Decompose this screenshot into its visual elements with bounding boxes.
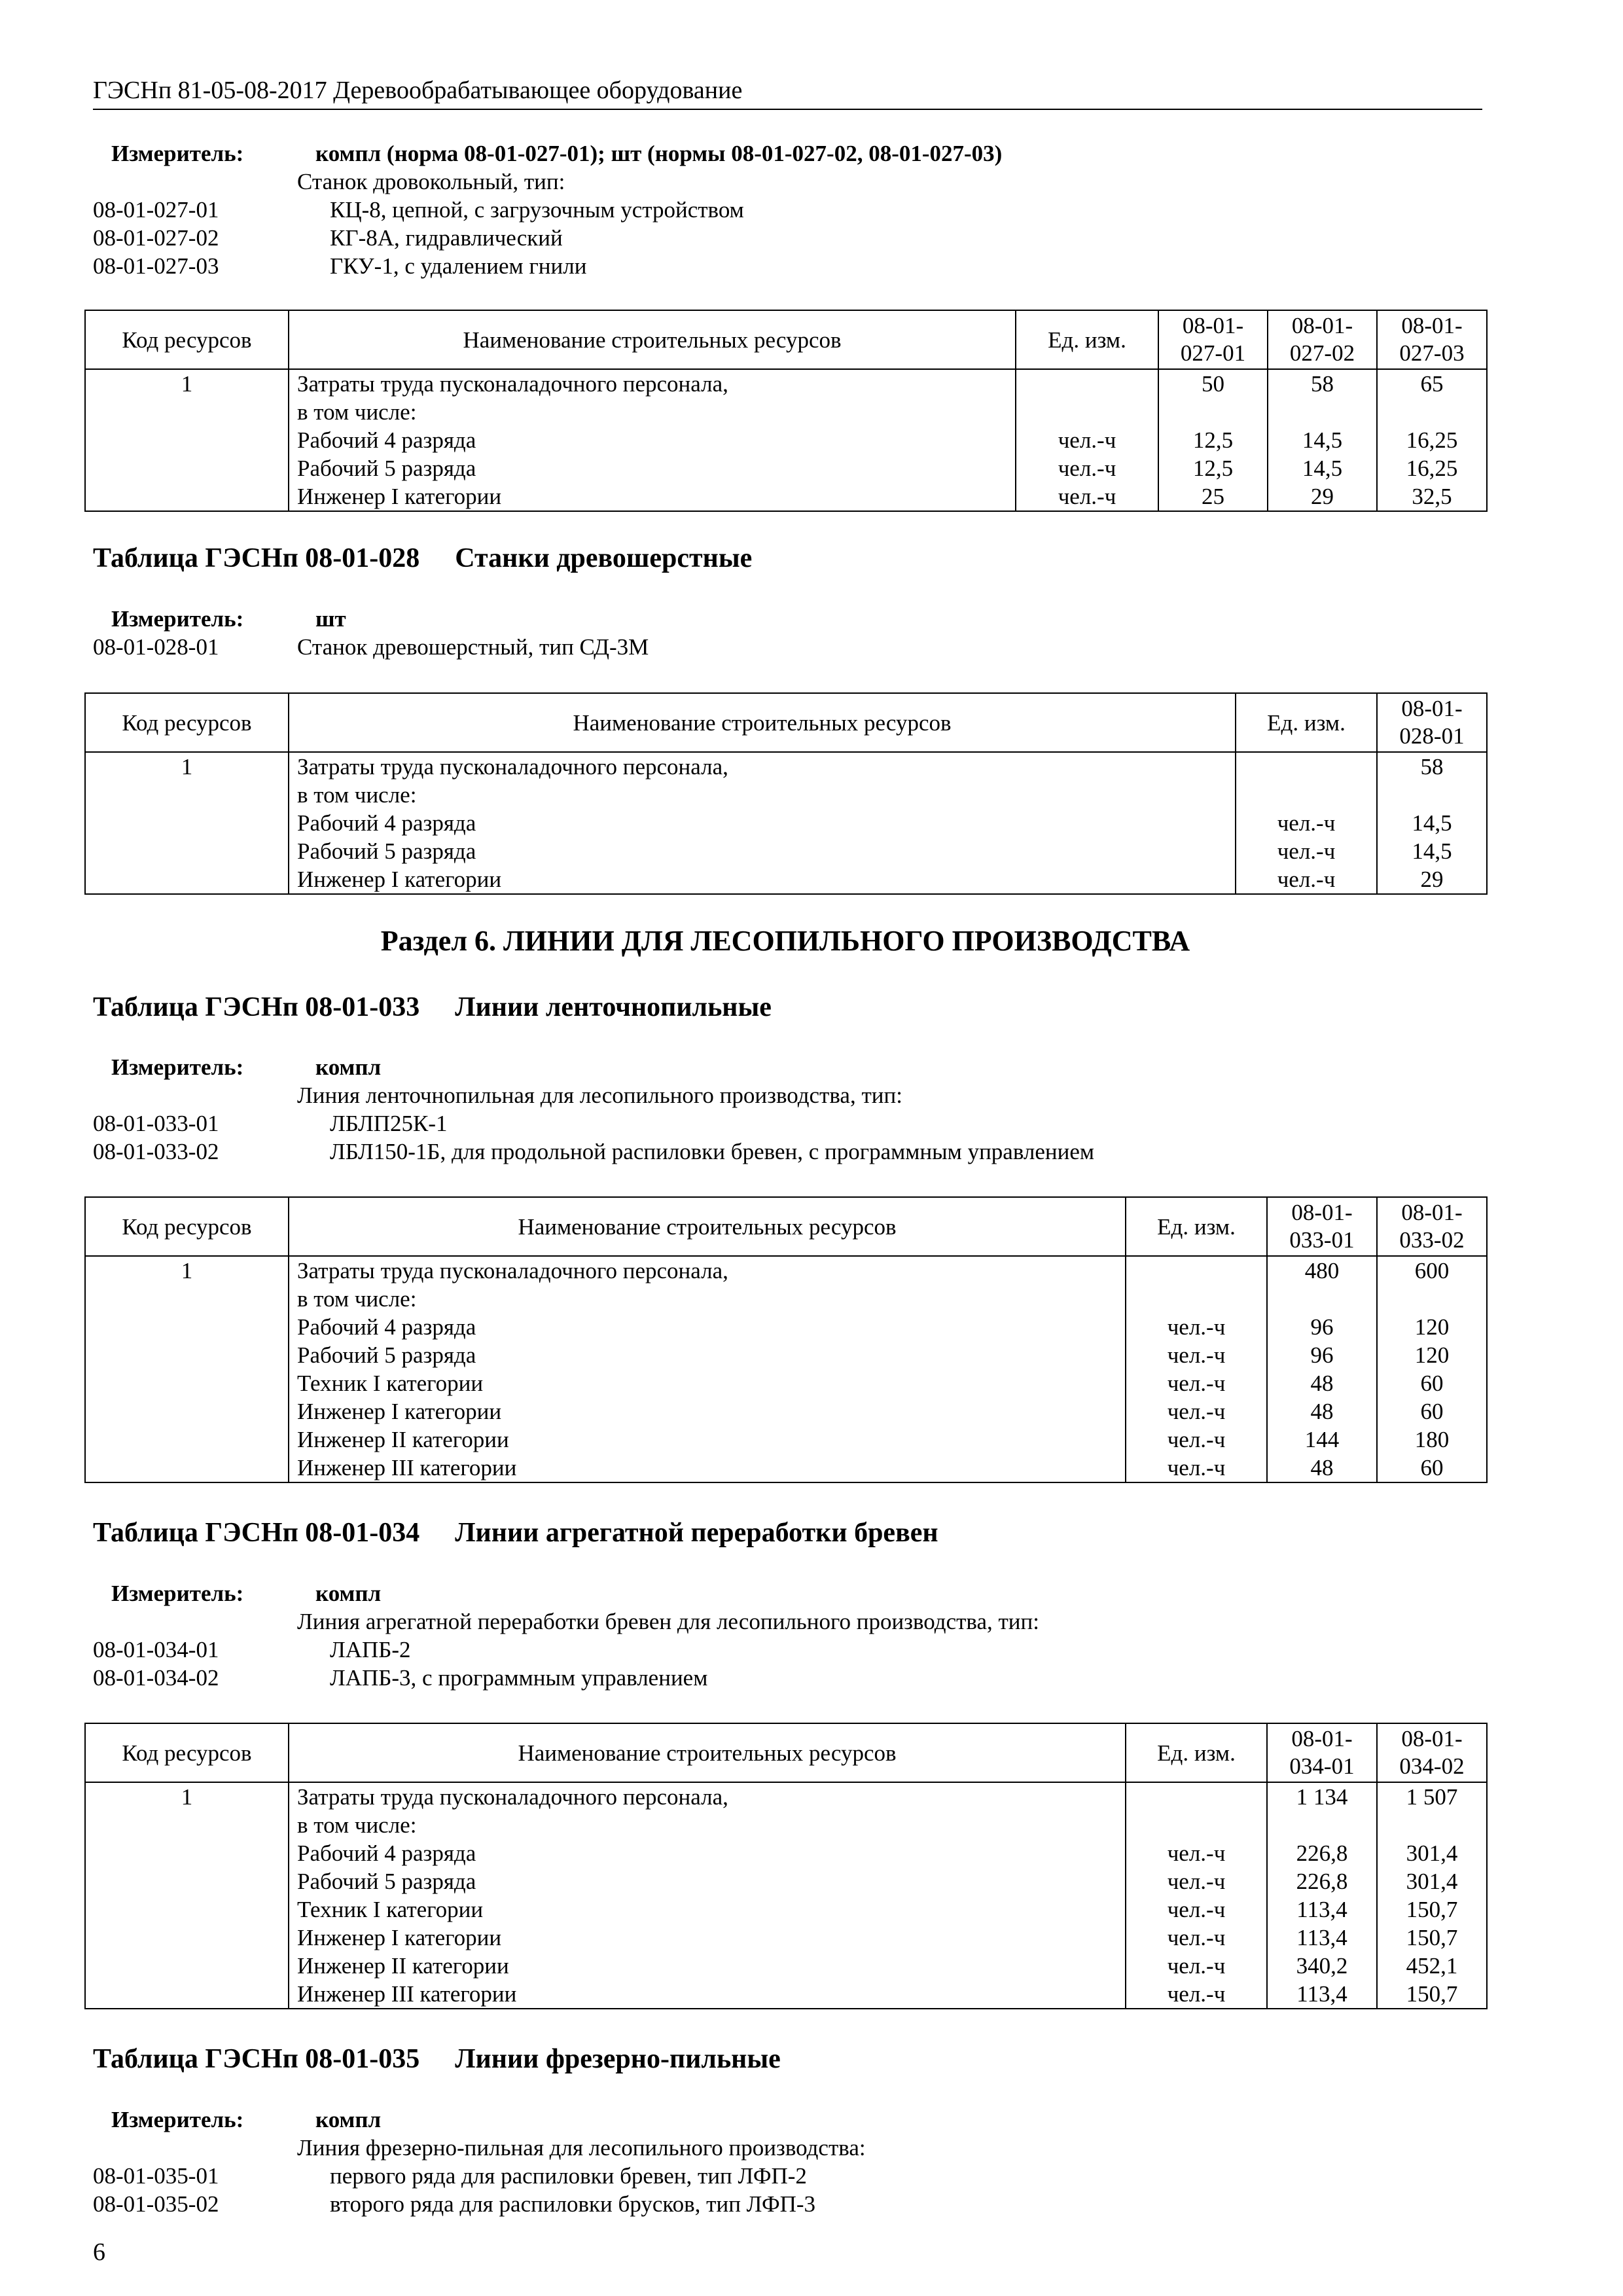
name-column-header: Наименование строительных ресурсов bbox=[289, 1723, 1126, 1782]
norm-value-cell: 16,25 bbox=[1377, 426, 1487, 454]
table-row bbox=[85, 1369, 1487, 1397]
code-column-header: Код ресурсов bbox=[85, 1723, 289, 1782]
table-row bbox=[85, 369, 1487, 398]
norm-value-cell: 120 bbox=[1377, 1313, 1487, 1341]
item-text: ГКУ-1, с удалением гнили bbox=[330, 253, 587, 279]
meter-intro-row bbox=[93, 2134, 1487, 2162]
unit-cell bbox=[1016, 398, 1158, 426]
meter-item bbox=[93, 1664, 1487, 1692]
unit-cell: чел.-ч bbox=[1016, 482, 1158, 511]
table-title-034 bbox=[93, 1516, 938, 1549]
resource-code-cell bbox=[85, 1811, 289, 1839]
norm-value-cell: 25 bbox=[1158, 482, 1268, 511]
table-row bbox=[85, 1782, 1487, 1811]
meter-item bbox=[93, 633, 1487, 661]
norm-value-cell: 150,7 bbox=[1377, 1980, 1487, 2009]
resource-code-cell: 1 bbox=[85, 1256, 289, 1285]
table-body bbox=[85, 369, 1487, 511]
meter-row bbox=[93, 1579, 1487, 1607]
meter-intro-row bbox=[93, 168, 1487, 196]
table-row bbox=[85, 1426, 1487, 1454]
resource-code-cell bbox=[85, 1313, 289, 1341]
norm-value-cell: 150,7 bbox=[1377, 1924, 1487, 1952]
code-column-header: Код ресурсов bbox=[85, 310, 289, 369]
table-row bbox=[85, 1924, 1487, 1952]
table-row bbox=[85, 1454, 1487, 1482]
norm-value-cell bbox=[1267, 1285, 1377, 1313]
unit-cell: чел.-ч bbox=[1126, 1454, 1267, 1482]
norm-value-cell: 50 bbox=[1158, 369, 1268, 398]
resource-code-cell bbox=[85, 781, 289, 809]
name-column-header: Наименование строительных ресурсов bbox=[289, 693, 1236, 752]
table-number: Таблица ГЭСНп 08-01-035 bbox=[93, 2044, 420, 2074]
item-code: 08-01-027-01 bbox=[93, 197, 219, 223]
resource-code-cell bbox=[85, 865, 289, 894]
item-code: 08-01-027-03 bbox=[93, 253, 219, 279]
meter-item bbox=[93, 1138, 1487, 1166]
unit-column-header: Ед. изм. bbox=[1236, 693, 1377, 752]
resource-code-cell bbox=[85, 1369, 289, 1397]
unit-cell bbox=[1236, 781, 1377, 809]
resource-name-cell: Инженер I категории bbox=[289, 865, 1236, 894]
meter-unit: компл bbox=[315, 1054, 382, 1080]
resource-code-cell bbox=[85, 1980, 289, 2009]
norm-value-cell: 29 bbox=[1377, 865, 1487, 894]
norm-value-cell bbox=[1377, 781, 1487, 809]
meter-label: Измеритель: bbox=[111, 2107, 244, 2132]
norm-value-cell: 14,5 bbox=[1268, 426, 1377, 454]
norm-value-cell: 14,5 bbox=[1377, 809, 1487, 837]
resource-code-cell: 1 bbox=[85, 752, 289, 781]
norm-column-header: 08-01- 034-02 bbox=[1377, 1723, 1487, 1782]
running-header: ГЭСНп 81-05-08-2017 Деревообрабатывающее оборудование bbox=[93, 77, 743, 104]
norm-column-header: 08-01- 033-01 bbox=[1267, 1197, 1377, 1256]
resource-name-cell: Техник I категории bbox=[289, 1895, 1126, 1924]
norm-value-cell: 48 bbox=[1267, 1454, 1377, 1482]
table-row bbox=[85, 1285, 1487, 1313]
meter-block-035 bbox=[93, 2106, 1487, 2218]
table-row bbox=[85, 752, 1487, 781]
norm-value-cell: 14,5 bbox=[1268, 454, 1377, 482]
table-body bbox=[85, 1782, 1487, 2009]
unit-cell: чел.-ч bbox=[1126, 1313, 1267, 1341]
meter-row bbox=[93, 2106, 1487, 2134]
resource-name-cell: Затраты труда пусконаладочного персонала, bbox=[289, 752, 1236, 781]
norm-value-cell: 150,7 bbox=[1377, 1895, 1487, 1924]
resource-name-cell: Рабочий 4 разряда bbox=[289, 1313, 1126, 1341]
norm-value-cell: 301,4 bbox=[1377, 1839, 1487, 1867]
resource-code-cell bbox=[85, 1397, 289, 1426]
unit-cell: чел.-ч bbox=[1016, 454, 1158, 482]
table-row bbox=[85, 398, 1487, 426]
table-row bbox=[85, 482, 1487, 511]
norm-value-cell: 16,25 bbox=[1377, 454, 1487, 482]
item-text: КГ-8А, гидравлический bbox=[330, 225, 563, 251]
item-text: ЛБЛП25К-1 bbox=[330, 1111, 448, 1136]
table-row bbox=[85, 1341, 1487, 1369]
resource-name-cell: Инженер II категории bbox=[289, 1952, 1126, 1980]
norm-value-cell: 113,4 bbox=[1267, 1980, 1377, 2009]
unit-cell bbox=[1126, 1285, 1267, 1313]
code-column-header: Код ресурсов bbox=[85, 693, 289, 752]
table-header-row bbox=[85, 1197, 1487, 1256]
resource-name-cell: Инженер I категории bbox=[289, 482, 1016, 511]
norm-column-header: 08-01- 027-01 bbox=[1158, 310, 1268, 369]
unit-cell: чел.-ч bbox=[1126, 1369, 1267, 1397]
norm-value-cell: 144 bbox=[1267, 1426, 1377, 1454]
table-name: Станки древошерстные bbox=[455, 543, 753, 573]
resource-code-cell bbox=[85, 1895, 289, 1924]
table-name: Линии фрезерно-пильные bbox=[455, 2044, 781, 2074]
resource-code-cell bbox=[85, 809, 289, 837]
meter-intro: Линия фрезерно-пильная для лесопильного производства: bbox=[297, 2135, 866, 2161]
resource-name-cell: Затраты труда пусконаладочного персонала, bbox=[289, 1782, 1126, 1811]
item-text: КЦ-8, цепной, с загрузочным устройством bbox=[330, 197, 744, 223]
meter-label: Измеритель: bbox=[111, 1054, 244, 1080]
norm-value-cell: 113,4 bbox=[1267, 1895, 1377, 1924]
resource-code-cell bbox=[85, 482, 289, 511]
norm-value-cell bbox=[1268, 398, 1377, 426]
table-row bbox=[85, 1811, 1487, 1839]
norm-value-cell: 480 bbox=[1267, 1256, 1377, 1285]
resource-code-cell bbox=[85, 1952, 289, 1980]
resource-code-cell bbox=[85, 1426, 289, 1454]
table-name: Линии ленточнопильные bbox=[455, 992, 772, 1022]
norm-value-cell: 29 bbox=[1268, 482, 1377, 511]
unit-cell: чел.-ч bbox=[1236, 809, 1377, 837]
meter-intro: Линия агрегатной переработки бревен для лесопильного производства, тип: bbox=[297, 1609, 1039, 1634]
item-text: ЛБЛ150-1Б, для продольной распиловки бревен, с программным управлением bbox=[330, 1139, 1095, 1164]
resource-name-cell: Затраты труда пусконаладочного персонала, bbox=[289, 369, 1016, 398]
norm-value-cell: 226,8 bbox=[1267, 1867, 1377, 1895]
meter-intro-row bbox=[93, 1607, 1487, 1636]
norm-value-cell: 12,5 bbox=[1158, 426, 1268, 454]
norm-value-cell: 301,4 bbox=[1377, 1867, 1487, 1895]
resource-code-cell bbox=[85, 1924, 289, 1952]
meter-row bbox=[93, 1053, 1487, 1081]
resource-code-cell bbox=[85, 837, 289, 865]
unit-cell: чел.-ч bbox=[1236, 837, 1377, 865]
norm-value-cell: 113,4 bbox=[1267, 1924, 1377, 1952]
norm-value-cell: 60 bbox=[1377, 1369, 1487, 1397]
norm-value-cell: 14,5 bbox=[1377, 837, 1487, 865]
item-code: 08-01-033-02 bbox=[93, 1139, 219, 1164]
item-text: Станок древошерстный, тип СД-3М bbox=[297, 634, 649, 660]
meter-block-027 bbox=[93, 139, 1487, 280]
table-row bbox=[85, 1839, 1487, 1867]
item-text: ЛАПБ-3, с программным управлением bbox=[330, 1665, 708, 1691]
resource-code-cell: 1 bbox=[85, 369, 289, 398]
resource-name-cell: в том числе: bbox=[289, 1285, 1126, 1313]
norm-column-header: 08-01- 028-01 bbox=[1377, 693, 1487, 752]
resource-name-cell: Рабочий 5 разряда bbox=[289, 837, 1236, 865]
resource-code-cell bbox=[85, 1285, 289, 1313]
resource-name-cell: Инженер I категории bbox=[289, 1924, 1126, 1952]
meter-item bbox=[93, 1109, 1487, 1138]
table-row bbox=[85, 781, 1487, 809]
meter-block-028 bbox=[93, 605, 1487, 661]
meter-intro-row bbox=[93, 1081, 1487, 1109]
meter-label: Измеритель: bbox=[111, 141, 244, 166]
resource-name-cell: Рабочий 5 разряда bbox=[289, 454, 1016, 482]
item-text: ЛАПБ-2 bbox=[330, 1637, 411, 1662]
unit-cell: чел.-ч bbox=[1126, 1980, 1267, 2009]
item-code: 08-01-028-01 bbox=[93, 634, 219, 660]
meter-intro: Линия ленточнопильная для лесопильного производства, тип: bbox=[297, 1083, 902, 1108]
resource-code-cell bbox=[85, 1867, 289, 1895]
table-header-row bbox=[85, 693, 1487, 752]
resource-code-cell bbox=[85, 1454, 289, 1482]
norm-value-cell bbox=[1377, 398, 1487, 426]
meter-item bbox=[93, 224, 1487, 252]
meter-unit: компл bbox=[315, 2107, 382, 2132]
meter-item bbox=[93, 2162, 1487, 2190]
meter-block-034 bbox=[93, 1579, 1487, 1692]
norm-value-cell: 96 bbox=[1267, 1341, 1377, 1369]
meter-item bbox=[93, 1636, 1487, 1664]
table-title-028 bbox=[93, 542, 752, 575]
norm-value-cell: 32,5 bbox=[1377, 482, 1487, 511]
item-code: 08-01-034-01 bbox=[93, 1637, 219, 1662]
norm-value-cell: 600 bbox=[1377, 1256, 1487, 1285]
norm-column-header: 08-01- 034-01 bbox=[1267, 1723, 1377, 1782]
norm-value-cell bbox=[1377, 1811, 1487, 1839]
resource-name-cell: Рабочий 4 разряда bbox=[289, 809, 1236, 837]
table-header-row bbox=[85, 1723, 1487, 1782]
resource-name-cell: Техник I категории bbox=[289, 1369, 1126, 1397]
code-column-header: Код ресурсов bbox=[85, 1197, 289, 1256]
unit-cell: чел.-ч bbox=[1126, 1952, 1267, 1980]
item-text: первого ряда для распиловки бревен, тип ЛФП-2 bbox=[330, 2163, 807, 2189]
unit-cell: чел.-ч bbox=[1126, 1867, 1267, 1895]
norm-value-cell: 226,8 bbox=[1267, 1839, 1377, 1867]
norm-value-cell: 452,1 bbox=[1377, 1952, 1487, 1980]
unit-cell: чел.-ч bbox=[1126, 1924, 1267, 1952]
meter-intro: Станок дровокольный, тип: bbox=[297, 169, 565, 194]
resource-table-034 bbox=[84, 1723, 1488, 2009]
norm-value-cell: 120 bbox=[1377, 1341, 1487, 1369]
table-body bbox=[85, 752, 1487, 894]
table-row bbox=[85, 837, 1487, 865]
resource-code-cell bbox=[85, 454, 289, 482]
resource-name-cell: Рабочий 4 разряда bbox=[289, 426, 1016, 454]
norm-value-cell: 12,5 bbox=[1158, 454, 1268, 482]
unit-cell: чел.-ч bbox=[1126, 1839, 1267, 1867]
norm-value-cell: 58 bbox=[1377, 752, 1487, 781]
table-row bbox=[85, 454, 1487, 482]
norm-value-cell: 340,2 bbox=[1267, 1952, 1377, 1980]
norm-value-cell: 1 507 bbox=[1377, 1782, 1487, 1811]
meter-row bbox=[93, 605, 1487, 633]
table-row bbox=[85, 865, 1487, 894]
resource-code-cell bbox=[85, 398, 289, 426]
resource-name-cell: Затраты труда пусконаладочного персонала, bbox=[289, 1256, 1126, 1285]
name-column-header: Наименование строительных ресурсов bbox=[289, 310, 1016, 369]
table-number: Таблица ГЭСНп 08-01-033 bbox=[93, 992, 420, 1022]
table-row bbox=[85, 1895, 1487, 1924]
norm-value-cell bbox=[1377, 1285, 1487, 1313]
norm-value-cell: 60 bbox=[1377, 1397, 1487, 1426]
unit-cell: чел.-ч bbox=[1016, 426, 1158, 454]
table-row bbox=[85, 1952, 1487, 1980]
meter-label: Измеритель: bbox=[111, 1581, 244, 1606]
resource-name-cell: Инженер III категории bbox=[289, 1454, 1126, 1482]
table-row bbox=[85, 1397, 1487, 1426]
resource-table-027 bbox=[84, 310, 1488, 512]
meter-item bbox=[93, 252, 1487, 280]
unit-column-header: Ед. изм. bbox=[1016, 310, 1158, 369]
unit-cell: чел.-ч bbox=[1126, 1397, 1267, 1426]
name-column-header: Наименование строительных ресурсов bbox=[289, 1197, 1126, 1256]
meter-unit: компл bbox=[315, 1581, 382, 1606]
resource-name-cell: в том числе: bbox=[289, 781, 1236, 809]
unit-cell bbox=[1126, 1811, 1267, 1839]
resource-code-cell bbox=[85, 1341, 289, 1369]
meter-unit: шт bbox=[315, 606, 346, 632]
norm-value-cell: 1 134 bbox=[1267, 1782, 1377, 1811]
norm-value-cell: 65 bbox=[1377, 369, 1487, 398]
norm-value-cell: 60 bbox=[1377, 1454, 1487, 1482]
norm-column-header: 08-01- 027-02 bbox=[1268, 310, 1377, 369]
meter-row bbox=[93, 139, 1487, 168]
table-name: Линии агрегатной переработки бревен bbox=[455, 1518, 938, 1548]
resource-code-cell bbox=[85, 1839, 289, 1867]
header-rule bbox=[93, 109, 1482, 110]
unit-column-header: Ед. изм. bbox=[1126, 1723, 1267, 1782]
norm-column-header: 08-01- 033-02 bbox=[1377, 1197, 1487, 1256]
item-code: 08-01-034-02 bbox=[93, 1665, 219, 1691]
meter-item bbox=[93, 2190, 1487, 2218]
norm-column-header: 08-01- 027-03 bbox=[1377, 310, 1487, 369]
unit-cell: чел.-ч bbox=[1126, 1341, 1267, 1369]
resource-name-cell: Инженер III категории bbox=[289, 1980, 1126, 2009]
resource-code-cell: 1 bbox=[85, 1782, 289, 1811]
table-row bbox=[85, 809, 1487, 837]
unit-cell: чел.-ч bbox=[1126, 1895, 1267, 1924]
norm-value-cell: 58 bbox=[1268, 369, 1377, 398]
table-row bbox=[85, 426, 1487, 454]
resource-name-cell: в том числе: bbox=[289, 398, 1016, 426]
table-title-033 bbox=[93, 991, 772, 1024]
norm-value-cell: 180 bbox=[1377, 1426, 1487, 1454]
item-code: 08-01-033-01 bbox=[93, 1111, 219, 1136]
resource-name-cell: Рабочий 5 разряда bbox=[289, 1867, 1126, 1895]
table-number: Таблица ГЭСНп 08-01-034 bbox=[93, 1518, 420, 1548]
resource-name-cell: Инженер II категории bbox=[289, 1426, 1126, 1454]
norm-value-cell: 48 bbox=[1267, 1369, 1377, 1397]
unit-cell bbox=[1126, 1782, 1267, 1811]
resource-name-cell: в том числе: bbox=[289, 1811, 1126, 1839]
norm-value-cell: 48 bbox=[1267, 1397, 1377, 1426]
table-body bbox=[85, 1256, 1487, 1482]
resource-table-033 bbox=[84, 1196, 1488, 1483]
resource-name-cell: Инженер I категории bbox=[289, 1397, 1126, 1426]
resource-name-cell: Рабочий 4 разряда bbox=[289, 1839, 1126, 1867]
unit-cell bbox=[1236, 752, 1377, 781]
unit-cell bbox=[1016, 369, 1158, 398]
unit-cell: чел.-ч bbox=[1126, 1426, 1267, 1454]
item-code: 08-01-035-01 bbox=[93, 2163, 219, 2189]
resource-name-cell: Рабочий 5 разряда bbox=[289, 1341, 1126, 1369]
page-number: 6 bbox=[93, 2238, 105, 2266]
item-text: второго ряда для распиловки брусков, тип ЛФП-3 bbox=[330, 2191, 816, 2217]
item-code: 08-01-035-02 bbox=[93, 2191, 219, 2217]
unit-cell bbox=[1126, 1256, 1267, 1285]
resource-code-cell bbox=[85, 426, 289, 454]
meter-label: Измеритель: bbox=[111, 606, 244, 632]
resource-table-028 bbox=[84, 692, 1488, 895]
table-title-035 bbox=[93, 2043, 781, 2075]
meter-block-033 bbox=[93, 1053, 1487, 1166]
unit-column-header: Ед. изм. bbox=[1126, 1197, 1267, 1256]
table-row bbox=[85, 1256, 1487, 1285]
table-row bbox=[85, 1867, 1487, 1895]
meter-unit: компл (норма 08-01-027-01); шт (нормы 08-01-027-02, 08-01-027-03) bbox=[315, 141, 1003, 166]
table-row bbox=[85, 1980, 1487, 2009]
table-number: Таблица ГЭСНп 08-01-028 bbox=[93, 543, 420, 573]
section-heading: Раздел 6. ЛИНИИ ДЛЯ ЛЕСОПИЛЬНОГО ПРОИЗВОДСТВА bbox=[380, 925, 1190, 957]
norm-value-cell: 96 bbox=[1267, 1313, 1377, 1341]
item-code: 08-01-027-02 bbox=[93, 225, 219, 251]
unit-cell: чел.-ч bbox=[1236, 865, 1377, 894]
norm-value-cell bbox=[1158, 398, 1268, 426]
norm-value-cell bbox=[1267, 1811, 1377, 1839]
table-header-row bbox=[85, 310, 1487, 369]
table-row bbox=[85, 1313, 1487, 1341]
meter-item bbox=[93, 196, 1487, 224]
